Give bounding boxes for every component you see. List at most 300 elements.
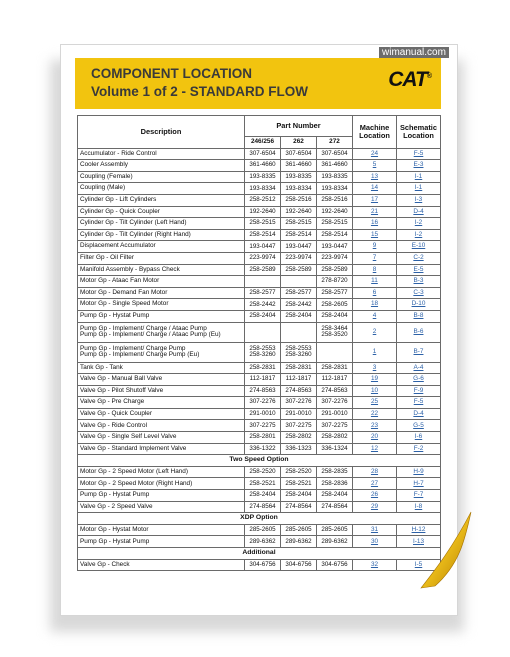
part-246-256-cell-text: 307-2275 <box>249 421 276 429</box>
part-246-256-cell <box>245 183 281 195</box>
machine-location-link-text[interactable]: 25 <box>370 398 379 406</box>
part-262-cell-text: 307-2276 <box>285 398 312 406</box>
schematic-location-link[interactable] <box>397 299 441 311</box>
schematic-location-link-text[interactable]: E-10 <box>411 242 426 250</box>
schematic-location-link-text[interactable]: B-6 <box>413 327 424 335</box>
part-262-cell-text: 258-2404 <box>285 491 312 499</box>
part-262-cell-text: 112-1817 <box>285 375 312 383</box>
watermark: wimanual.com <box>379 47 449 58</box>
description-cell-text: Valve Gp - Ride Control <box>80 421 148 429</box>
schematic-location-link[interactable] <box>397 194 441 206</box>
schematic-location-link[interactable] <box>397 287 441 299</box>
part-262-cell-text: 274-8564 <box>285 502 312 510</box>
description-cell <box>78 160 245 172</box>
description-cell <box>78 206 245 218</box>
machine-location-link-text[interactable]: 27 <box>370 479 379 487</box>
machine-location-link-text[interactable]: 4 <box>372 312 377 319</box>
table-row <box>78 432 441 444</box>
description-cell-text: Pump Gp - Implement/ Charge / Ataac Pump (Eu) <box>80 331 221 338</box>
machine-location-link[interactable] <box>353 322 397 342</box>
schematic-location-link-text[interactable]: E-3 <box>413 161 424 169</box>
schematic-location-link-text[interactable]: B-7 <box>413 347 424 355</box>
part-246-256-cell <box>245 536 281 548</box>
schematic-location-link-text[interactable]: I-1 <box>414 172 423 180</box>
part-262-cell-text: 193-8335 <box>285 172 312 180</box>
part-262-cell-text: 258-2831 <box>285 363 312 371</box>
schematic-location-link-text[interactable]: I-13 <box>412 537 424 545</box>
part-262-cell <box>281 287 317 299</box>
description-cell <box>78 362 245 374</box>
schematic-location-link[interactable] <box>397 252 441 264</box>
description-cell <box>78 559 245 571</box>
machine-location-link[interactable] <box>353 501 397 513</box>
machine-location-link[interactable] <box>353 524 397 536</box>
part-272-cell-text: 258-2802 <box>321 433 348 441</box>
description-cell <box>78 148 245 160</box>
machine-location-link[interactable] <box>353 241 397 253</box>
schematic-location-link-text[interactable]: I-1 <box>414 184 423 192</box>
part-262-cell-text: 289-6362 <box>285 537 312 545</box>
schematic-location-link-text[interactable]: F-5 <box>413 398 424 406</box>
schematic-location-link-text[interactable]: F-5 <box>413 149 424 157</box>
machine-location-link-text[interactable]: 31 <box>370 525 379 533</box>
machine-location-link-text[interactable]: 22 <box>370 409 379 417</box>
part-246-256-cell <box>245 194 281 206</box>
machine-location-link-text[interactable]: 32 <box>370 560 379 568</box>
machine-location-link[interactable] <box>353 397 397 409</box>
description-cell-text: Valve Gp - 2 Speed Valve <box>80 502 153 510</box>
schematic-location-link[interactable] <box>397 160 441 172</box>
table-row <box>78 374 441 386</box>
machine-location-link-text[interactable]: 21 <box>370 207 379 215</box>
part-272-cell <box>317 229 353 241</box>
section-row <box>78 513 441 525</box>
schematic-location-link[interactable] <box>397 374 441 386</box>
part-246-256-cell <box>245 287 281 299</box>
machine-location-link[interactable] <box>353 362 397 374</box>
machine-location-link-text[interactable]: 1 <box>372 347 377 355</box>
part-246-256-cell-text: 274-8564 <box>249 502 276 510</box>
part-262-cell <box>281 160 317 172</box>
part-262-cell <box>281 194 317 206</box>
schematic-location-link-text[interactable]: F-7 <box>413 491 424 499</box>
machine-location-link-text[interactable]: 10 <box>370 386 379 394</box>
description-cell-text: Valve Gp - Check <box>80 560 130 568</box>
part-246-256-cell <box>245 310 281 322</box>
schematic-location-link[interactable] <box>397 466 441 478</box>
part-272-cell <box>317 276 353 288</box>
schematic-location-link-text[interactable]: F-9 <box>413 386 424 394</box>
document-page <box>60 44 458 616</box>
schematic-location-link-text[interactable]: D-4 <box>413 409 424 417</box>
machine-location-link[interactable] <box>353 171 397 183</box>
table-row <box>78 397 441 409</box>
schematic-location-link-text[interactable]: I-2 <box>414 219 423 227</box>
machine-location-link-text[interactable]: 11 <box>371 277 378 285</box>
part-246-256-cell-text: 258-2801 <box>249 433 276 441</box>
header-schematic-location: Schematic Location <box>397 116 441 149</box>
part-262-cell <box>281 478 317 490</box>
table-row <box>78 478 441 490</box>
part-272-cell <box>317 443 353 455</box>
part-262-cell <box>281 229 317 241</box>
part-262-cell-text: 307-2275 <box>285 421 312 429</box>
part-246-256-cell <box>245 241 281 253</box>
part-262-cell <box>281 501 317 513</box>
table-row <box>78 362 441 374</box>
machine-location-link[interactable] <box>353 374 397 386</box>
part-246-256-cell <box>245 385 281 397</box>
description-cell <box>78 264 245 276</box>
schematic-location-link[interactable] <box>397 241 441 253</box>
part-272-cell-text: 258-2836 <box>321 479 348 487</box>
description-cell <box>78 241 245 253</box>
part-246-256-cell <box>245 218 281 230</box>
schematic-location-link-text[interactable]: G-6 <box>413 375 424 383</box>
part-262-cell <box>281 252 317 264</box>
schematic-location-link[interactable] <box>397 322 441 342</box>
schematic-location-link-text[interactable]: A-4 <box>413 363 424 371</box>
description-cell <box>78 478 245 490</box>
part-246-256-cell-text: 258-2404 <box>249 491 276 499</box>
schematic-location-link[interactable] <box>397 276 441 288</box>
machine-location-link[interactable] <box>353 206 397 218</box>
section-row <box>78 455 441 467</box>
machine-location-link[interactable] <box>353 559 397 571</box>
machine-location-link-text[interactable]: 28 <box>370 467 379 475</box>
part-272-cell <box>317 524 353 536</box>
schematic-location-link[interactable] <box>397 183 441 195</box>
machine-location-link[interactable] <box>353 229 397 241</box>
description-cell <box>78 276 245 288</box>
schematic-location-link-text[interactable]: G-5 <box>413 421 424 429</box>
description-cell-text: Motor Gp - Demand Fan Motor <box>80 288 168 296</box>
header-model-262: 262 <box>281 137 317 149</box>
schematic-location-link-text[interactable]: H-9 <box>413 467 424 475</box>
table-row <box>78 524 441 536</box>
section-heading: XDP Option <box>78 513 441 525</box>
table-row <box>78 252 441 264</box>
part-246-256-cell-text: 304-6756 <box>249 560 276 568</box>
table-row <box>78 408 441 420</box>
table-row <box>78 160 441 172</box>
part-272-cell-text: 304-6756 <box>321 560 348 568</box>
table-row <box>78 466 441 478</box>
schematic-location-link-text[interactable]: H-12 <box>411 525 426 533</box>
description-cell-text: Manifold Assembly - Bypass Check <box>80 265 180 273</box>
part-272-cell-text: 258-2404 <box>321 312 348 320</box>
description-cell <box>78 183 245 195</box>
machine-location-link-text[interactable]: 13 <box>370 172 379 180</box>
part-262-cell-text: 258-2802 <box>285 433 312 441</box>
description-cell-text: Valve Gp - Pre Charge <box>80 398 145 406</box>
part-246-256-cell-text: 258-2553 <box>249 344 276 352</box>
schematic-location-link-text[interactable]: B-3 <box>413 277 424 285</box>
page-subtitle: Volume 1 of 2 - STANDARD FLOW <box>91 84 308 99</box>
part-272-cell-text: 274-8564 <box>321 502 348 510</box>
table-row <box>78 287 441 299</box>
part-262-cell-text: 336-1323 <box>285 444 312 452</box>
schematic-location-link[interactable] <box>397 148 441 160</box>
part-246-256-cell <box>245 276 281 288</box>
machine-location-link[interactable] <box>353 536 397 548</box>
part-262-cell-text: 258-2514 <box>285 230 312 238</box>
part-262-cell-text: 258-2442 <box>285 300 312 308</box>
machine-location-link-text[interactable]: 20 <box>370 433 379 441</box>
schematic-location-link-text[interactable]: D-10 <box>411 300 426 308</box>
description-cell <box>78 322 245 342</box>
part-246-256-cell <box>245 443 281 455</box>
part-246-256-cell-text: 193-8334 <box>249 184 276 192</box>
part-246-256-cell <box>245 432 281 444</box>
schematic-location-link[interactable] <box>397 218 441 230</box>
part-272-cell <box>317 322 353 342</box>
part-272-cell-text: 258-2605 <box>321 300 348 308</box>
machine-location-link-text[interactable]: 9 <box>372 242 377 250</box>
schematic-location-link-text[interactable]: C-3 <box>413 288 424 296</box>
part-246-256-cell <box>245 160 281 172</box>
machine-location-link[interactable] <box>353 408 397 420</box>
description-cell <box>78 194 245 206</box>
part-246-256-cell-text: 307-2276 <box>249 398 276 406</box>
schematic-location-link-text[interactable]: C-2 <box>413 254 424 262</box>
part-272-cell <box>317 466 353 478</box>
cat-logo <box>388 68 431 92</box>
machine-location-link-text[interactable]: 17 <box>370 196 379 204</box>
part-272-cell <box>317 241 353 253</box>
machine-location-link[interactable] <box>353 183 397 195</box>
schematic-location-link[interactable] <box>397 385 441 397</box>
table-row <box>78 385 441 397</box>
part-262-cell <box>281 432 317 444</box>
part-272-cell <box>317 374 353 386</box>
table-row <box>78 171 441 183</box>
part-272-cell-text: 258-2577 <box>321 288 348 296</box>
machine-location-link[interactable] <box>353 264 397 276</box>
schematic-location-link-text[interactable]: B-8 <box>413 312 424 319</box>
description-cell <box>78 420 245 432</box>
table-row <box>78 342 441 362</box>
machine-location-link-text[interactable]: 6 <box>372 288 377 296</box>
part-262-cell <box>281 443 317 455</box>
description-cell-text: Valve Gp - Pilot Shutoff Valve <box>80 386 164 394</box>
part-272-cell <box>317 536 353 548</box>
machine-location-link-text[interactable]: 14 <box>370 184 379 192</box>
schematic-location-link[interactable] <box>397 342 441 362</box>
part-272-cell-text: 258-2515 <box>321 219 348 227</box>
part-272-cell <box>317 206 353 218</box>
schematic-location-link-text[interactable]: D-4 <box>413 207 424 215</box>
machine-location-link-text[interactable]: 23 <box>370 421 379 429</box>
machine-location-link-text[interactable]: 18 <box>370 300 379 308</box>
part-272-cell <box>317 397 353 409</box>
machine-location-link[interactable] <box>353 342 397 362</box>
schematic-location-link[interactable] <box>397 206 441 218</box>
part-246-256-cell-text: 285-2605 <box>249 526 276 533</box>
schematic-location-link-text[interactable]: I-3 <box>414 196 423 204</box>
registered-mark: ® <box>426 73 431 80</box>
description-cell-text: Motor Gp - 2 Speed Motor (Right Hand) <box>80 479 193 487</box>
machine-location-link[interactable] <box>353 299 397 311</box>
part-272-cell-text: 258-2404 <box>321 491 348 499</box>
schematic-location-link-text[interactable]: H-7 <box>413 479 424 487</box>
part-272-cell-text: 361-4660 <box>321 161 348 169</box>
part-272-cell <box>317 194 353 206</box>
machine-location-link-text[interactable]: 12 <box>370 444 379 452</box>
machine-location-link[interactable] <box>353 443 397 455</box>
part-246-256-cell-text: 258-2520 <box>249 468 276 476</box>
machine-location-link[interactable] <box>353 194 397 206</box>
machine-location-link[interactable] <box>353 310 397 322</box>
schematic-location-link[interactable] <box>397 362 441 374</box>
table-row <box>78 536 441 548</box>
schematic-location-link[interactable] <box>397 264 441 276</box>
part-246-256-cell-text: 307-6504 <box>249 149 276 157</box>
description-cell-text: Pump Gp - Hystat Pump <box>80 537 150 545</box>
description-cell <box>78 524 245 536</box>
part-246-256-cell <box>245 322 281 342</box>
machine-location-link-text[interactable]: 2 <box>372 327 377 335</box>
table-row <box>78 264 441 276</box>
part-246-256-cell <box>245 374 281 386</box>
description-cell-text: Cylinder Gp - Lift Cylinders <box>80 196 157 204</box>
machine-location-link[interactable] <box>353 385 397 397</box>
part-262-cell-text: 285-2605 <box>285 526 312 533</box>
table-row <box>78 229 441 241</box>
part-272-cell-text: 193-0447 <box>321 242 348 250</box>
part-262-cell <box>281 322 317 342</box>
description-cell <box>78 218 245 230</box>
description-cell-text: Cylinder Gp - Tilt Cylinder (Left Hand) <box>80 219 187 227</box>
part-246-256-cell-text: 361-4660 <box>249 161 276 169</box>
schematic-location-link-text[interactable]: I-2 <box>414 230 423 238</box>
component-table <box>77 115 441 571</box>
part-272-cell <box>317 310 353 322</box>
machine-location-link[interactable] <box>353 252 397 264</box>
schematic-location-link[interactable] <box>397 229 441 241</box>
schematic-location-link-text[interactable]: I-8 <box>414 502 423 510</box>
machine-location-link[interactable] <box>353 490 397 502</box>
machine-location-link[interactable] <box>353 160 397 172</box>
schematic-location-link[interactable] <box>397 310 441 322</box>
schematic-location-link[interactable] <box>397 408 441 420</box>
machine-location-link[interactable] <box>353 218 397 230</box>
part-272-cell <box>317 160 353 172</box>
part-246-256-cell-text: 274-8563 <box>249 386 276 394</box>
machine-location-link-text[interactable]: 3 <box>372 363 377 371</box>
part-262-cell <box>281 183 317 195</box>
part-272-cell-text: 291-0010 <box>321 410 348 418</box>
schematic-location-link-text[interactable]: E-5 <box>413 265 424 273</box>
description-cell <box>78 229 245 241</box>
part-262-cell <box>281 374 317 386</box>
machine-location-link-text[interactable]: 19 <box>370 375 379 383</box>
machine-location-link[interactable] <box>353 276 397 288</box>
part-272-cell <box>317 408 353 420</box>
schematic-location-link[interactable] <box>397 490 441 502</box>
machine-location-link-text[interactable]: 16 <box>370 219 379 227</box>
table-row <box>78 420 441 432</box>
description-cell-text: Cylinder Gp - Quick Coupler <box>80 207 160 215</box>
part-262-cell-text: 274-8563 <box>285 386 312 394</box>
part-272-cell <box>317 432 353 444</box>
schematic-location-link-text[interactable]: F-2 <box>413 444 424 452</box>
machine-location-link-text[interactable]: 8 <box>372 265 377 273</box>
description-cell <box>78 501 245 513</box>
description-cell-text: Accumulator - Ride Control <box>80 149 157 157</box>
part-246-256-cell-text: 291-0010 <box>249 410 276 418</box>
machine-location-link-text[interactable]: 7 <box>372 254 377 262</box>
part-262-cell-text: 304-6756 <box>285 560 312 568</box>
machine-location-link[interactable] <box>353 478 397 490</box>
part-272-cell <box>317 148 353 160</box>
table-row <box>78 501 441 513</box>
part-272-cell <box>317 252 353 264</box>
description-cell-text: Coupling (Female) <box>80 172 133 180</box>
schematic-location-link[interactable] <box>397 432 441 444</box>
machine-location-link[interactable] <box>353 420 397 432</box>
part-262-cell <box>281 310 317 322</box>
part-246-256-cell <box>245 342 281 362</box>
part-262-cell-text: 361-4660 <box>285 161 312 169</box>
part-262-cell-text: 258-2521 <box>285 479 312 487</box>
part-262-cell <box>281 408 317 420</box>
machine-location-link[interactable] <box>353 148 397 160</box>
part-272-cell-text: 336-1324 <box>321 444 348 452</box>
schematic-location-link[interactable] <box>397 171 441 183</box>
part-262-cell <box>281 264 317 276</box>
machine-location-link[interactable] <box>353 466 397 478</box>
part-262-cell-text: 193-8334 <box>285 184 312 192</box>
part-246-256-cell <box>245 466 281 478</box>
machine-location-link-text[interactable]: 29 <box>370 502 379 510</box>
part-262-cell-text: 258-2516 <box>285 196 312 204</box>
machine-location-link-text[interactable]: 30 <box>370 537 379 545</box>
schematic-location-link[interactable] <box>397 478 441 490</box>
part-246-256-cell <box>245 420 281 432</box>
part-262-cell <box>281 524 317 536</box>
schematic-location-link-text[interactable]: I-6 <box>414 433 423 441</box>
description-cell-text: Valve Gp - Standard Implement Valve <box>80 444 187 452</box>
part-262-cell <box>281 362 317 374</box>
machine-location-link-text[interactable]: 5 <box>372 161 377 169</box>
schematic-location-link-text[interactable]: I-5 <box>414 560 423 568</box>
machine-location-link[interactable] <box>353 287 397 299</box>
part-262-cell-text: 258-2404 <box>285 312 312 320</box>
part-262-cell <box>281 218 317 230</box>
schematic-location-link[interactable] <box>397 420 441 432</box>
description-cell-text: Motor Gp - Ataac Fan Motor <box>80 277 160 285</box>
description-cell-text: Filter Gp - Oil Filter <box>80 254 134 262</box>
part-246-256-cell <box>245 229 281 241</box>
part-262-cell <box>281 171 317 183</box>
part-246-256-cell-text: 258-2521 <box>249 479 276 487</box>
machine-location-link[interactable] <box>353 432 397 444</box>
schematic-location-link[interactable] <box>397 397 441 409</box>
schematic-location-link[interactable] <box>397 443 441 455</box>
machine-location-link-text[interactable]: 15 <box>370 230 379 238</box>
part-246-256-cell-text: 258-2589 <box>249 265 276 273</box>
part-272-cell <box>317 478 353 490</box>
part-246-256-cell-text: 223-9974 <box>249 254 276 262</box>
part-262-cell-text: 258-2553 <box>285 344 312 352</box>
description-cell-text: Valve Gp - Single Self Level Valve <box>80 433 177 441</box>
machine-location-link-text[interactable]: 24 <box>370 149 379 157</box>
table-row <box>78 276 441 288</box>
machine-location-link-text[interactable]: 26 <box>370 491 379 499</box>
part-246-256-cell-text: 258-2404 <box>249 312 276 320</box>
table-row <box>78 218 441 230</box>
